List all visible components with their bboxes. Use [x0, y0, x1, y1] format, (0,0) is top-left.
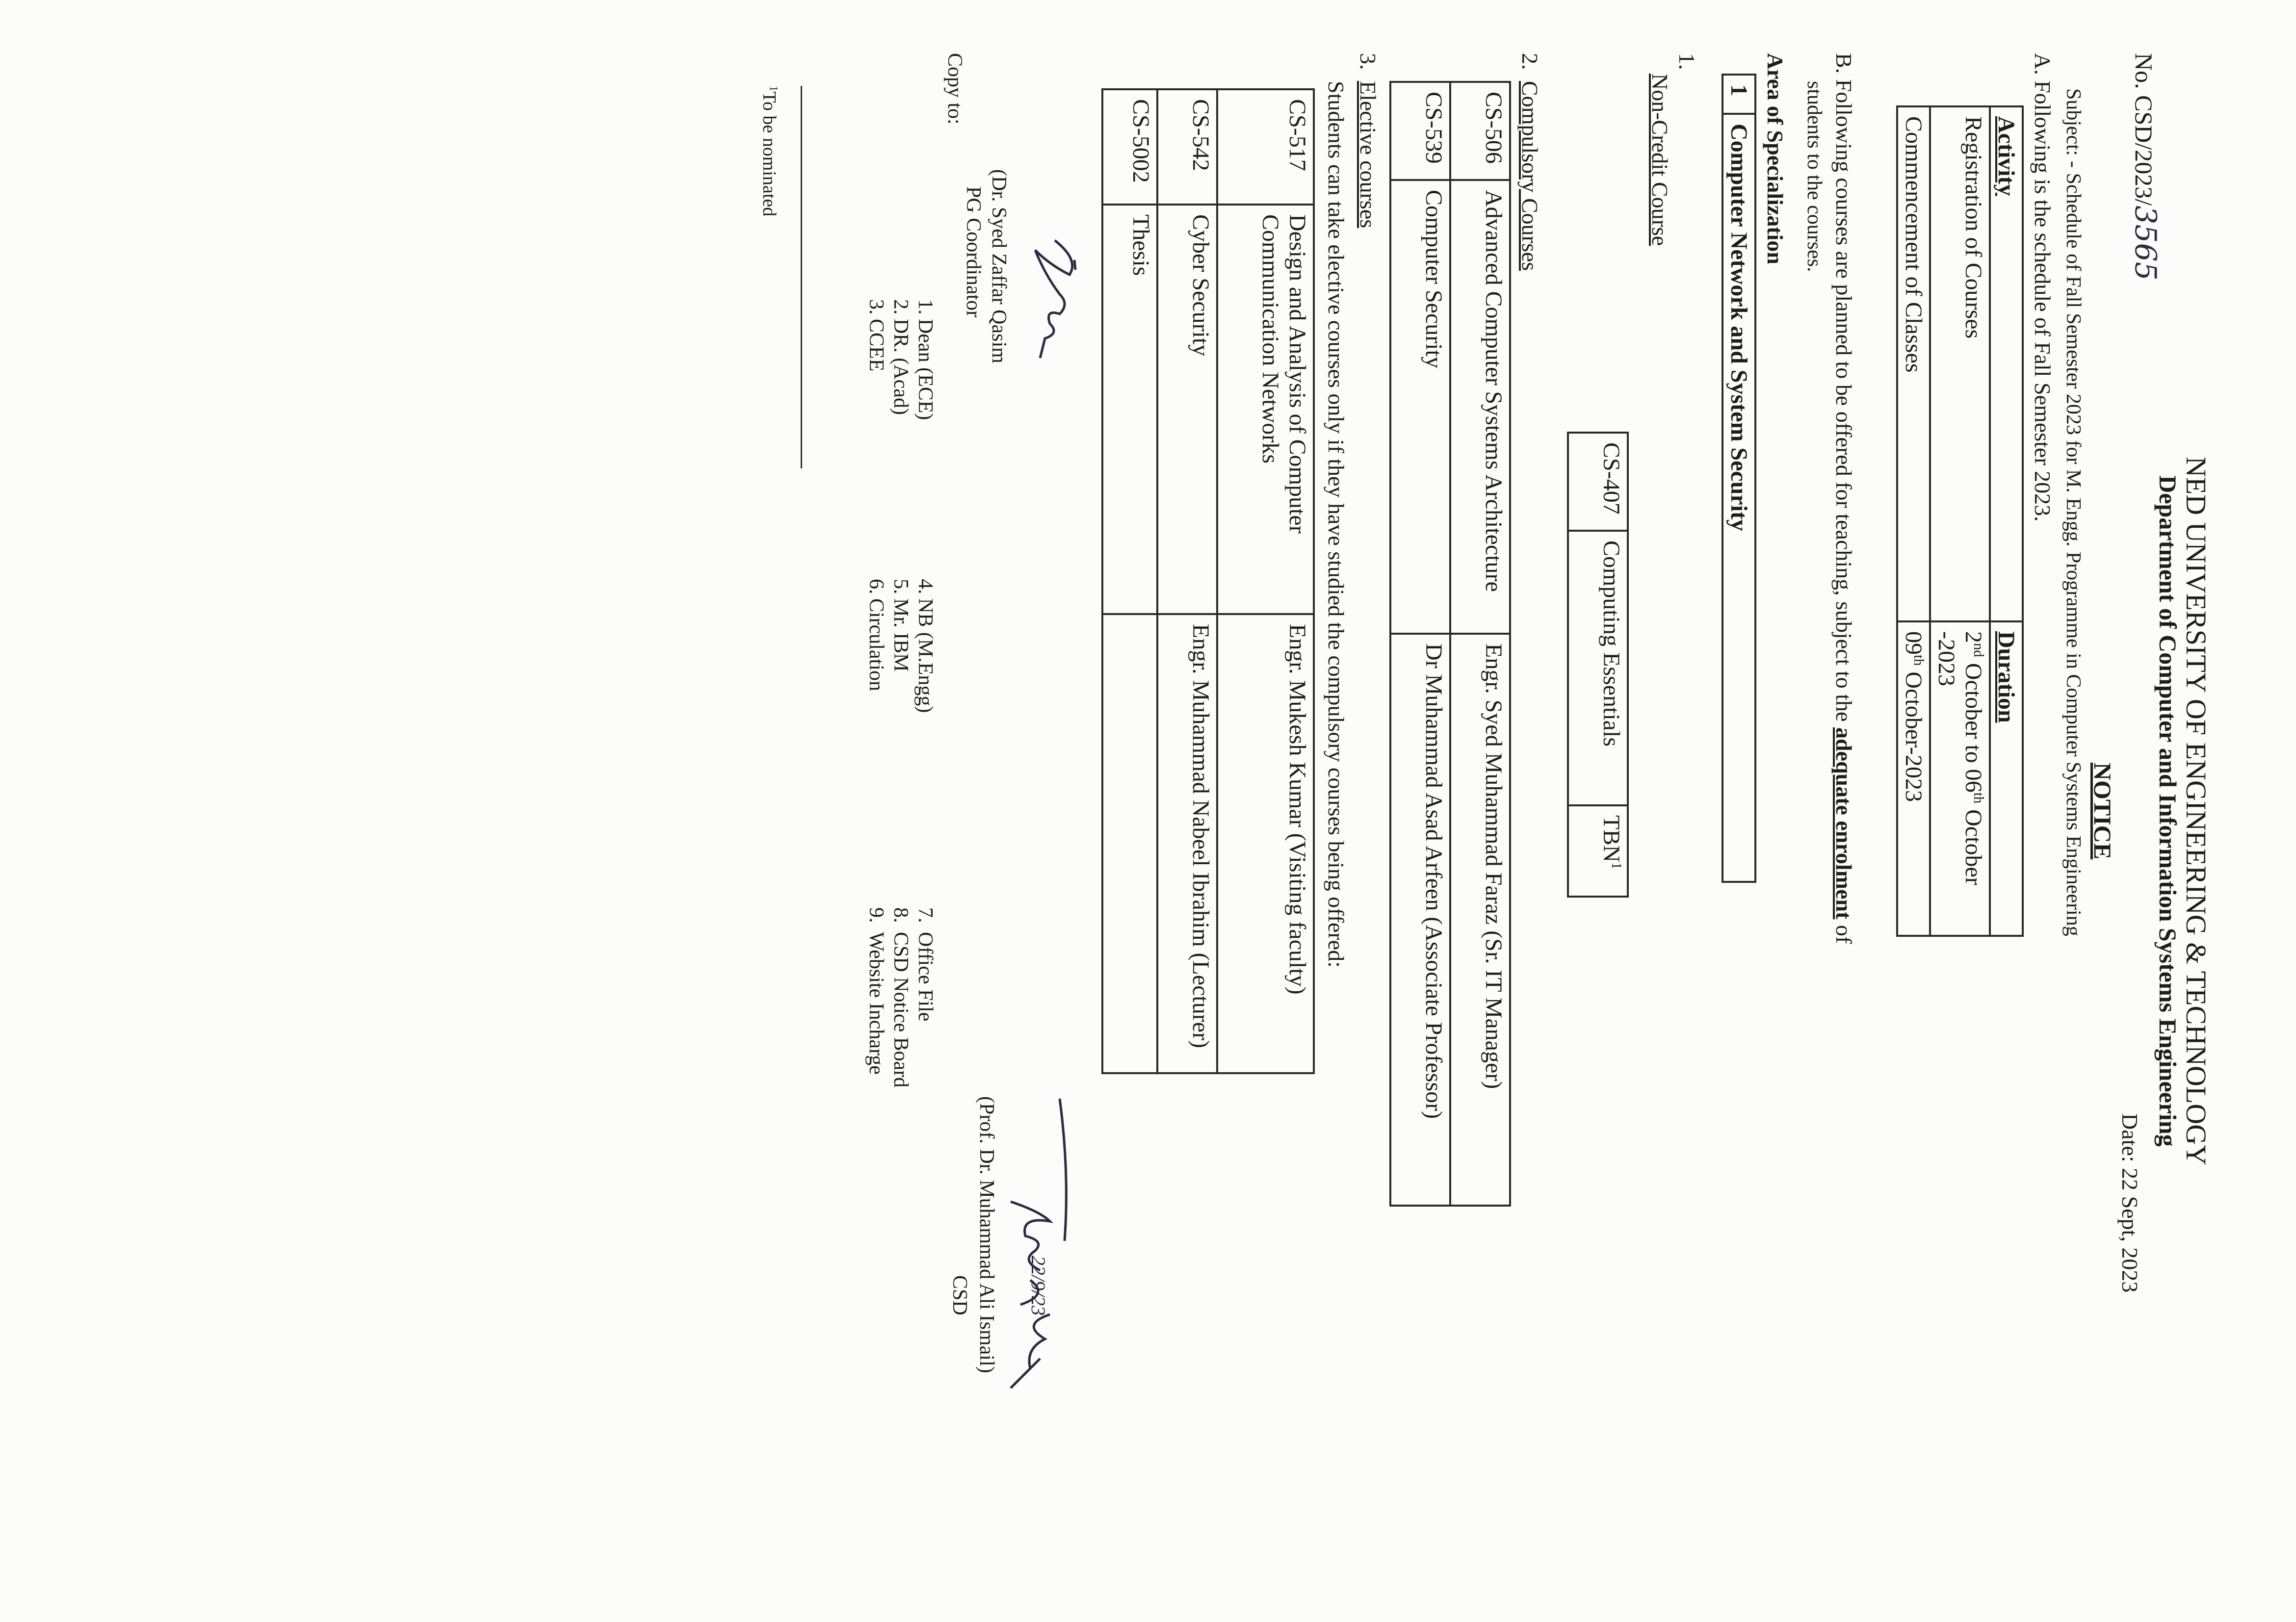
table-row [1722, 75, 1755, 882]
elective-heading: Elective courses [1356, 81, 1381, 229]
course-code: CS-517 [1217, 89, 1314, 205]
footnote-divider [801, 86, 802, 468]
activity-cell: Registration of Courses [1930, 106, 1990, 621]
elective-number: 3. [1356, 53, 1381, 70]
schedule-table [1896, 105, 2024, 937]
elective-note: Students can take elective courses only if they have studied the compulsory courses being offered: [1324, 81, 1349, 968]
copy-number: 1. [914, 299, 937, 315]
course-teacher: Engr. Syed Muhammad Faraz (Sr. IT Manager) [1450, 634, 1510, 1206]
non-credit-number: 1. [1674, 53, 1699, 70]
handwritten-sign-date: 22/9/23 [1027, 1256, 1049, 1316]
area-table [1722, 74, 1756, 883]
table-header-row [1990, 106, 2023, 936]
copy-number: 5. [889, 579, 912, 594]
copy-recipient: Dean (ECE) [914, 319, 937, 420]
duration-cell: 2nd October to 06th October -2023 [1930, 621, 1990, 936]
pg-coordinator-name: (Dr. Syed Zaffar Qasim [988, 169, 1010, 363]
copy-recipient: DR. (Acad) [889, 319, 912, 415]
course-teacher: TBN$^1$ [1568, 805, 1628, 897]
section-a-intro: A. Following is the schedule of Fall Semester 2023. [2030, 53, 2055, 522]
pg-coordinator-signature [1025, 231, 1089, 378]
course-name: Design and Analysis of Computer Communication Networks [1217, 205, 1314, 614]
copy-number: 2. [889, 299, 912, 315]
course-code: CS-542 [1157, 89, 1217, 205]
column-header-activity: Activity [1990, 106, 2023, 621]
course-teacher: Engr. Muhammad Nabeel Ibrahim (Lecturer) [1157, 614, 1217, 1073]
notice-date: Date: 22 Sept, 2023 [2117, 1113, 2142, 1293]
reference-number [2128, 53, 2163, 281]
course-name: Computing Essentials [1568, 531, 1628, 805]
table-row [1930, 106, 1990, 936]
copy-recipient: Website Incharge [865, 932, 887, 1075]
section-b-line2: students to the courses. [1803, 81, 1826, 272]
course-code: CS-5002 [1102, 89, 1157, 205]
column-header-duration: Duration [1990, 621, 2023, 936]
course-teacher: Dr Muhammad Asad Arfeen (Associate Professor) [1390, 634, 1450, 1206]
copy-to-label: Copy to: [943, 53, 966, 125]
handwritten-reference: 3565 [2128, 206, 2163, 281]
table-row [1157, 89, 1217, 1073]
copy-number: 7. [914, 907, 937, 923]
subject-line: Subject: - Schedule of Fall Semester 2023 for M. Engg. Programme in Computer Systems Engineering [2062, 88, 2085, 936]
pg-coordinator-title: PG Coordinator [962, 186, 985, 318]
department-name: Department of Computer and Information Systems Engineering [2154, 475, 2182, 1147]
table-row [1897, 106, 1930, 936]
copy-recipient: Office File [914, 932, 937, 1022]
course-name: Computer Security [1390, 180, 1450, 634]
compulsory-number: 2. [1517, 53, 1542, 70]
course-code: CS-539 [1390, 82, 1450, 180]
table-row [1102, 89, 1157, 1073]
chairman-signature [996, 1094, 1079, 1408]
copy-recipient: Mr. IBM [889, 598, 912, 672]
area-name: Computer Network and System Security [1722, 114, 1755, 882]
course-name: Advanced Computer Systems Architecture [1450, 180, 1510, 634]
course-code: CS-407 [1568, 433, 1628, 531]
area-number: 1 [1722, 75, 1755, 114]
table-row [1568, 433, 1628, 897]
copy-recipient: Circulation [865, 598, 887, 691]
copy-recipient: CCEE [865, 319, 887, 372]
copy-number: 4. [914, 579, 937, 594]
compulsory-table [1389, 81, 1511, 1207]
adequate-enrolment-emphasis: adequate enrolment [1831, 727, 1856, 920]
chairman-title: CSD [948, 1275, 971, 1315]
elective-table [1101, 88, 1315, 1074]
non-credit-table [1567, 432, 1629, 898]
course-teacher: Engr. Mukesh Kumar (Visiting faculty) [1217, 614, 1314, 1073]
activity-cell: Commencement of Classes [1897, 106, 1930, 621]
copy-number: 6. [865, 579, 887, 594]
course-teacher [1102, 614, 1157, 1073]
course-name: Cyber Security [1157, 205, 1217, 614]
course-code: CS-506 [1450, 82, 1510, 180]
table-row [1390, 82, 1450, 1206]
compulsory-heading: Compulsory Courses [1517, 81, 1542, 271]
copy-number: 9. [865, 907, 887, 923]
university-name: NED UNIVERSITY OF ENGINEERING & TECHNOLOGY [2180, 456, 2212, 1166]
copy-number: 3. [865, 299, 887, 315]
duration-cell: 09th October-2023 [1897, 621, 1930, 936]
section-b-line1: B. Following courses are planned to be offered for teaching, subject to the adequate enrolment of [1831, 53, 1856, 944]
chairman-name: (Prof. Dr. Muhammad Ali Ismail) [975, 1096, 998, 1373]
footnote: $^1$To be nominated [759, 86, 780, 217]
copy-recipient: NB (M.Engg) [914, 598, 937, 713]
table-row [1217, 89, 1314, 1073]
non-credit-heading: Non-Credit Course [1647, 74, 1672, 246]
copy-number: 8. [889, 907, 912, 923]
course-name: Thesis [1102, 205, 1157, 614]
area-of-specialization-heading: Area of Specialization [1763, 53, 1788, 264]
notice-title: NOTICE [2089, 762, 2116, 860]
reference-prefix: No. CSD/2023/ [2130, 53, 2158, 206]
table-row [1450, 82, 1510, 1206]
copy-recipient: CSD Notice Board [889, 932, 912, 1088]
